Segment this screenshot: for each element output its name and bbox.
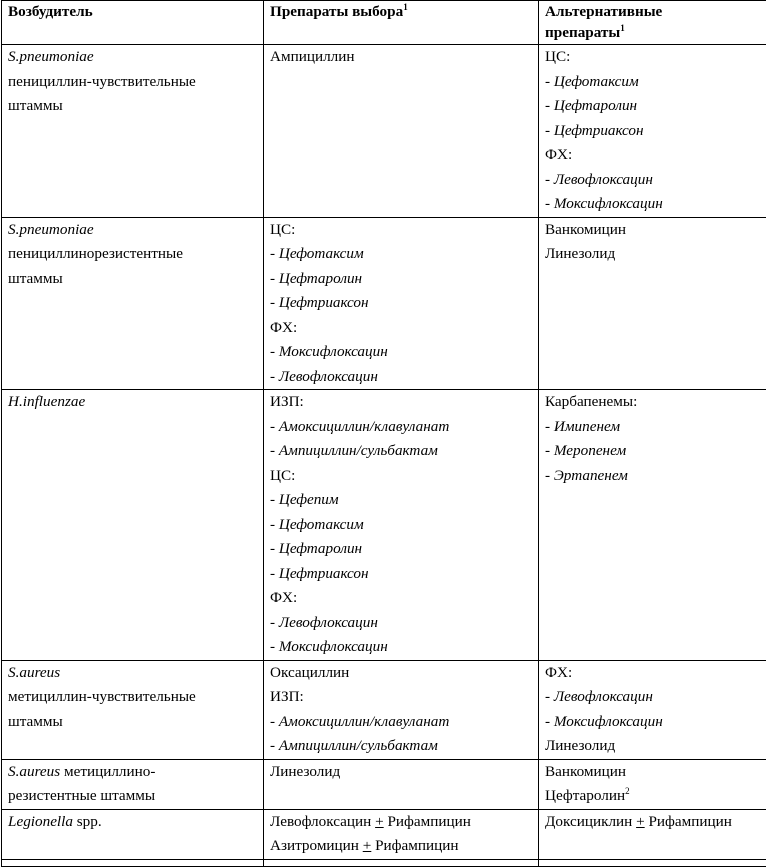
choice-line-text: Амоксициллин/клавуланат bbox=[279, 418, 449, 435]
choice-line-text: ЦС: bbox=[270, 467, 295, 484]
choice-line bbox=[270, 464, 532, 489]
choice-line bbox=[270, 710, 532, 735]
cell-choice bbox=[264, 390, 539, 661]
dash-marker: - bbox=[545, 713, 554, 730]
choice-line-text: Ампициллин/сульбактам bbox=[279, 442, 438, 459]
table-row bbox=[2, 809, 766, 859]
cell-alternative bbox=[539, 759, 766, 809]
pathogen-line bbox=[8, 760, 257, 785]
cell-empty bbox=[2, 859, 264, 866]
choice-line bbox=[270, 316, 532, 341]
alternative-line bbox=[545, 119, 766, 144]
alternative-line-text: Цефтаролин bbox=[554, 97, 637, 114]
cell-alternative bbox=[539, 390, 766, 661]
alternative-line bbox=[545, 218, 766, 243]
choice-line-text: Цефотаксим bbox=[279, 245, 364, 262]
alternative-line-text: Цефтаролин bbox=[545, 787, 625, 804]
choice-line-text: Цефотаксим bbox=[279, 516, 364, 533]
header-alternative-line1: Альтернативные bbox=[545, 1, 766, 22]
choice-line bbox=[270, 242, 532, 267]
header-choice-label: Препараты выбора bbox=[270, 3, 403, 20]
header-alternative-line2: препараты bbox=[545, 24, 620, 41]
dash-marker: - bbox=[270, 245, 279, 262]
pathogen-line bbox=[8, 390, 257, 415]
choice-line-text: Амоксициллин/клавуланат bbox=[279, 713, 449, 730]
pathogen-line bbox=[8, 267, 257, 292]
pathogen-line-text: метициллин-чувствительные bbox=[8, 688, 196, 705]
choice-line-text: Моксифлоксацин bbox=[279, 638, 388, 655]
alternative-line bbox=[545, 464, 766, 489]
pathogen-qualifier: spp. bbox=[73, 813, 102, 830]
pathogen-line bbox=[8, 218, 257, 243]
alternative-line bbox=[545, 94, 766, 119]
choice-line-text: ИЗП: bbox=[270, 393, 304, 410]
alternative-line bbox=[545, 143, 766, 168]
pathogen-line-text: штаммы bbox=[8, 713, 63, 730]
choice-line-text: Цефтаролин bbox=[279, 270, 362, 287]
cell-pathogen bbox=[2, 217, 264, 390]
header-pathogen-label: Возбудитель bbox=[8, 3, 93, 20]
choice-line bbox=[270, 537, 532, 562]
alternative-line-text: Цефтриаксон bbox=[554, 122, 644, 139]
pathogen-line-text: S.pneumoniae bbox=[8, 48, 94, 65]
cell-pathogen bbox=[2, 759, 264, 809]
alternative-line-text: ФХ: bbox=[545, 664, 572, 681]
dash-marker: - bbox=[270, 343, 279, 360]
choice-line-text: Цефтриаксон bbox=[279, 294, 369, 311]
pathogen-line-text: штаммы bbox=[8, 270, 63, 287]
alternative-line-text: ФХ: bbox=[545, 146, 572, 163]
table-row bbox=[2, 217, 766, 390]
choice-line bbox=[270, 611, 532, 636]
cell-empty bbox=[264, 859, 539, 866]
pathogen-name: S.aureus bbox=[8, 763, 60, 780]
dash-marker: - bbox=[270, 294, 279, 311]
pathogen-line bbox=[8, 70, 257, 95]
pathogen-qualifier: метициллино- bbox=[60, 763, 155, 780]
alternative-line-drug-a: Доксициклин bbox=[545, 813, 636, 830]
alternative-line-text: Меропенем bbox=[554, 442, 626, 459]
alternative-line-text: Цефотаксим bbox=[554, 73, 639, 90]
choice-line-text: Моксифлоксацин bbox=[279, 343, 388, 360]
cell-choice bbox=[264, 759, 539, 809]
dash-marker: - bbox=[270, 540, 279, 557]
alternative-line bbox=[545, 242, 766, 267]
alternative-line-text: Левофлоксацин bbox=[554, 171, 653, 188]
dash-marker: - bbox=[545, 688, 554, 705]
dash-marker: - bbox=[545, 195, 554, 212]
pathogen-line bbox=[8, 810, 257, 835]
alternative-line-text: Эртапенем bbox=[554, 467, 628, 484]
choice-line-text: Линезолид bbox=[270, 763, 340, 780]
header-pathogen bbox=[2, 1, 264, 45]
dash-marker: - bbox=[270, 713, 279, 730]
alternative-line bbox=[545, 45, 766, 70]
choice-line bbox=[270, 685, 532, 710]
alternative-line-drug-b: Рифампицин bbox=[645, 813, 732, 830]
choice-line-text: Левофлоксацин bbox=[279, 368, 378, 385]
choice-line bbox=[270, 365, 532, 390]
alternative-line bbox=[545, 390, 766, 415]
dash-marker: - bbox=[270, 442, 279, 459]
alternative-line-text: ЦС: bbox=[545, 48, 570, 65]
cell-choice bbox=[264, 45, 539, 218]
dash-marker: - bbox=[545, 171, 554, 188]
pathogen-line bbox=[8, 242, 257, 267]
choice-line-drug-a: Азитромицин bbox=[270, 837, 363, 854]
header-choice bbox=[264, 1, 539, 45]
alternative-line bbox=[545, 168, 766, 193]
choice-line bbox=[270, 340, 532, 365]
alternative-line bbox=[545, 439, 766, 464]
choice-line bbox=[270, 661, 532, 686]
cell-pathogen bbox=[2, 45, 264, 218]
cell-pathogen bbox=[2, 660, 264, 759]
choice-line bbox=[270, 218, 532, 243]
dash-marker: - bbox=[270, 638, 279, 655]
pathogen-name: Legionella bbox=[8, 813, 73, 830]
choice-line-drug-b: Рифампицин bbox=[384, 813, 471, 830]
table-row bbox=[2, 390, 766, 661]
choice-line bbox=[270, 415, 532, 440]
choice-line-text: Оксациллин bbox=[270, 664, 349, 681]
choice-line-text: ФХ: bbox=[270, 319, 297, 336]
choice-line bbox=[270, 513, 532, 538]
choice-line-text: Ампициллин/сульбактам bbox=[279, 737, 438, 754]
header-row bbox=[2, 1, 766, 45]
choice-line-plus-minus: + bbox=[363, 837, 372, 854]
pathogen-line bbox=[8, 45, 257, 70]
choice-line-text: ФХ: bbox=[270, 589, 297, 606]
dash-marker: - bbox=[270, 516, 279, 533]
table-row bbox=[2, 759, 766, 809]
pathogen-line bbox=[8, 661, 257, 686]
alternative-line-plus-minus: + bbox=[636, 813, 645, 830]
choice-line bbox=[270, 586, 532, 611]
alternative-line-text: Левофлоксацин bbox=[554, 688, 653, 705]
alternative-line bbox=[545, 661, 766, 686]
alternative-line-text: Линезолид bbox=[545, 737, 615, 754]
cell-pathogen bbox=[2, 390, 264, 661]
choice-line bbox=[270, 810, 532, 835]
alternative-line bbox=[545, 810, 766, 835]
choice-line bbox=[270, 267, 532, 292]
cell-empty bbox=[539, 859, 766, 866]
dash-marker: - bbox=[270, 491, 279, 508]
choice-line bbox=[270, 635, 532, 660]
cell-choice bbox=[264, 809, 539, 859]
pathogen-line-text: H.influenzae bbox=[8, 393, 85, 410]
pathogen-line bbox=[8, 685, 257, 710]
choice-line bbox=[270, 45, 532, 70]
dash-marker: - bbox=[270, 270, 279, 287]
dash-marker: - bbox=[270, 614, 279, 631]
alternative-line-text: Ванкомицин bbox=[545, 763, 626, 780]
alternative-line bbox=[545, 415, 766, 440]
dash-marker: - bbox=[545, 122, 554, 139]
cell-alternative bbox=[539, 45, 766, 218]
pathogen-line-text: пенициллинорезистентные bbox=[8, 245, 183, 262]
table-row bbox=[2, 660, 766, 759]
alternative-line bbox=[545, 760, 766, 785]
choice-line bbox=[270, 291, 532, 316]
alternative-line-text: Моксифлоксацин bbox=[554, 713, 663, 730]
dash-marker: - bbox=[545, 418, 554, 435]
table-row-partial bbox=[2, 859, 766, 866]
choice-line bbox=[270, 760, 532, 785]
choice-line-drug-a: Левофлоксацин bbox=[270, 813, 375, 830]
header-choice-footnote: 1 bbox=[403, 2, 408, 12]
footnote-marker: 2 bbox=[625, 786, 630, 796]
dash-marker: - bbox=[270, 368, 279, 385]
choice-line-text: Цефепим bbox=[279, 491, 339, 508]
choice-line bbox=[270, 439, 532, 464]
cell-choice bbox=[264, 660, 539, 759]
dash-marker: - bbox=[545, 73, 554, 90]
alternative-line bbox=[545, 784, 766, 809]
pathogen-line bbox=[8, 710, 257, 735]
pathogen-line-text: пенициллин-чувствительные bbox=[8, 73, 196, 90]
alternative-line-text: Имипенем bbox=[554, 418, 620, 435]
dash-marker: - bbox=[545, 467, 554, 484]
choice-line bbox=[270, 834, 532, 859]
alternative-line bbox=[545, 685, 766, 710]
alternative-line-text: Карбапенемы: bbox=[545, 393, 637, 410]
antibiotic-table bbox=[1, 0, 766, 867]
choice-line-text: Ампициллин bbox=[270, 48, 355, 65]
alternative-line-text: Линезолид bbox=[545, 245, 615, 262]
choice-line bbox=[270, 488, 532, 513]
dash-marker: - bbox=[270, 565, 279, 582]
alternative-line bbox=[545, 710, 766, 735]
alternative-line bbox=[545, 192, 766, 217]
alternative-line bbox=[545, 734, 766, 759]
pathogen-line-text: S.pneumoniae bbox=[8, 221, 94, 238]
dash-marker: - bbox=[270, 418, 279, 435]
choice-line-plus-minus: + bbox=[375, 813, 384, 830]
dash-marker: - bbox=[270, 737, 279, 754]
alternative-line-text: Ванкомицин bbox=[545, 221, 626, 238]
choice-line-text: Левофлоксацин bbox=[279, 614, 378, 631]
cell-choice bbox=[264, 217, 539, 390]
choice-line-text: ИЗП: bbox=[270, 688, 304, 705]
cell-alternative bbox=[539, 809, 766, 859]
pathogen-line bbox=[8, 94, 257, 119]
choice-line bbox=[270, 734, 532, 759]
alternative-line-text: Моксифлоксацин bbox=[554, 195, 663, 212]
header-alternative bbox=[539, 1, 766, 45]
cell-pathogen bbox=[2, 809, 264, 859]
table-row bbox=[2, 45, 766, 218]
choice-line bbox=[270, 390, 532, 415]
choice-line-text: ЦС: bbox=[270, 221, 295, 238]
choice-line-drug-b: Рифампицин bbox=[371, 837, 458, 854]
choice-line bbox=[270, 562, 532, 587]
cell-alternative bbox=[539, 660, 766, 759]
choice-line-text: Цефтаролин bbox=[279, 540, 362, 557]
dash-marker: - bbox=[545, 97, 554, 114]
header-alternative-footnote: 1 bbox=[620, 23, 625, 33]
alternative-line bbox=[545, 70, 766, 95]
choice-line-text: Цефтриаксон bbox=[279, 565, 369, 582]
cell-alternative bbox=[539, 217, 766, 390]
pathogen-line-text: S.aureus bbox=[8, 664, 60, 681]
pathogen-line: резистентные штаммы bbox=[8, 784, 257, 809]
pathogen-line-text: штаммы bbox=[8, 97, 63, 114]
dash-marker: - bbox=[545, 442, 554, 459]
